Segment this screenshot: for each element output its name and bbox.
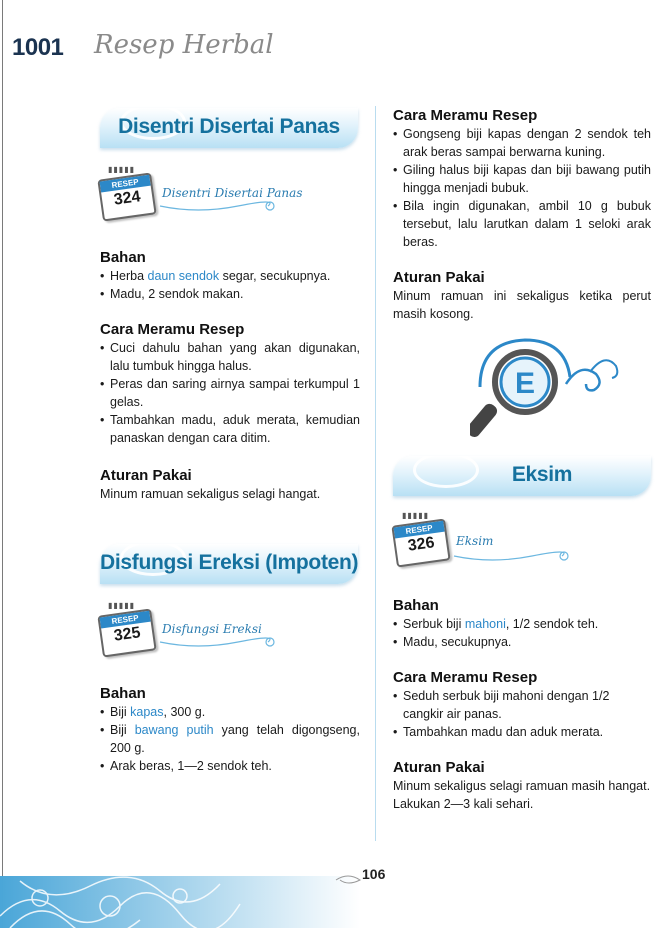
list-item: • Serbuk biji mahoni, 1/2 sendok teh.: [393, 615, 651, 633]
list-item: • Arak beras, 1—2 sendok teh.: [100, 757, 360, 775]
usage-section: [100, 466, 360, 503]
recipe-subtitle: Disfungsi Ereksi: [162, 622, 262, 636]
method-section: [100, 320, 360, 447]
page-edge-rule: [2, 0, 3, 928]
recipe-title: Disentri Disertai Panas: [118, 115, 340, 138]
section-heading: Cara Meramu Resep: [393, 107, 538, 124]
curl-decoration: [158, 632, 278, 652]
list-item: • Seduh serbuk biji mahoni dengan 1/2 cangkir air panas.: [393, 687, 651, 723]
resep-label: RESEP: [394, 521, 445, 539]
book-number: 1001: [12, 34, 64, 61]
footer-lace-decoration: [0, 876, 360, 928]
recipe-title-banner: [393, 456, 651, 496]
curl-decoration: [452, 546, 572, 566]
section-heading: Aturan Pakai: [393, 269, 485, 286]
recipe-calendar-icon: ▮▮▮▮▮ RESEP 325: [100, 606, 156, 652]
ingredients-section: [100, 684, 360, 775]
resep-label: RESEP: [100, 611, 151, 629]
usage-section: [393, 268, 651, 323]
method-section: [393, 106, 651, 251]
list-item: • Gongseng biji kapas dengan 2 sendok teh arak beras sampai berwarna kuning.: [393, 125, 651, 161]
section-heading: Cara Meramu Resep: [393, 669, 538, 686]
section-heading: Bahan: [100, 249, 146, 266]
method-section: [393, 668, 651, 741]
book-title: Resep Herbal: [94, 30, 274, 60]
list-item: • Biji bawang putih yang telah digongseng, 200 g.: [100, 721, 360, 757]
ingredients-section: [393, 596, 651, 651]
section-heading: Aturan Pakai: [393, 759, 485, 776]
curl-decoration: [158, 196, 278, 216]
recipe-subtitle: Eksim: [456, 534, 494, 548]
resep-number: 324: [112, 188, 142, 209]
page-number-swirl: [334, 872, 364, 886]
usage-text: Minum sekaligus selagi ramuan masih hangat. Lakukan 2—3 kali sehari.: [393, 779, 651, 811]
section-heading: Bahan: [393, 597, 439, 614]
list-item: • Tambahkan madu dan aduk merata.: [393, 723, 651, 741]
list-item: • Madu, secukupnya.: [393, 633, 651, 651]
section-heading: Aturan Pakai: [100, 467, 192, 484]
list-item: • Biji kapas, 300 g.: [100, 703, 360, 721]
list-item: • Cuci dahulu bahan yang akan digunakan, lalu tumbuk hingga halus.: [100, 339, 360, 375]
recipe-calendar-icon: ▮▮▮▮▮ RESEP 326: [394, 516, 450, 562]
recipe-subtitle: Disentri Disertai Panas: [162, 186, 303, 200]
ingredients-section: [100, 248, 360, 303]
section-heading: Bahan: [100, 685, 146, 702]
recipe-title: Eksim: [511, 463, 573, 486]
usage-section: [393, 758, 651, 813]
list-item: • Giling halus biji kapas dan biji bawang putih hingga menjadi bubuk.: [393, 161, 651, 197]
page-number: 106: [362, 866, 386, 882]
recipe-title-banner: [100, 108, 358, 148]
resep-label: RESEP: [100, 175, 151, 193]
usage-text: Minum ramuan ini sekaligus ketika perut masih kosong.: [393, 289, 651, 321]
letter-magnifier-icon: [470, 332, 620, 442]
recipe-calendar-icon: ▮▮▮▮▮ RESEP 324: [100, 170, 156, 216]
usage-text: Minum ramuan sekaligus selagi hangat.: [100, 487, 321, 501]
section-heading: Cara Meramu Resep: [100, 321, 245, 338]
recipe-title: Disfungsi Ereksi (Impoten): [100, 551, 358, 574]
list-item: • Peras dan saring airnya sampai terkumpul 1 gelas.: [100, 375, 360, 411]
recipe-title-banner: [100, 544, 358, 584]
list-item: • Tambahkan madu, aduk merata, kemudian panaskan dengan cara ditim.: [100, 411, 360, 447]
resep-number: 326: [406, 534, 436, 555]
list-item: • Bila ingin digunakan, ambil 10 g bubuk tersebut, lalu larutkan dalam 1 seloki arak beras.: [393, 197, 651, 251]
resep-number: 325: [112, 624, 142, 645]
column-divider: [375, 106, 376, 841]
list-item: • Herba daun sendok segar, secukupnya.: [100, 267, 360, 285]
icon-letter: E: [514, 367, 536, 400]
list-item: • Madu, 2 sendok makan.: [100, 285, 360, 303]
